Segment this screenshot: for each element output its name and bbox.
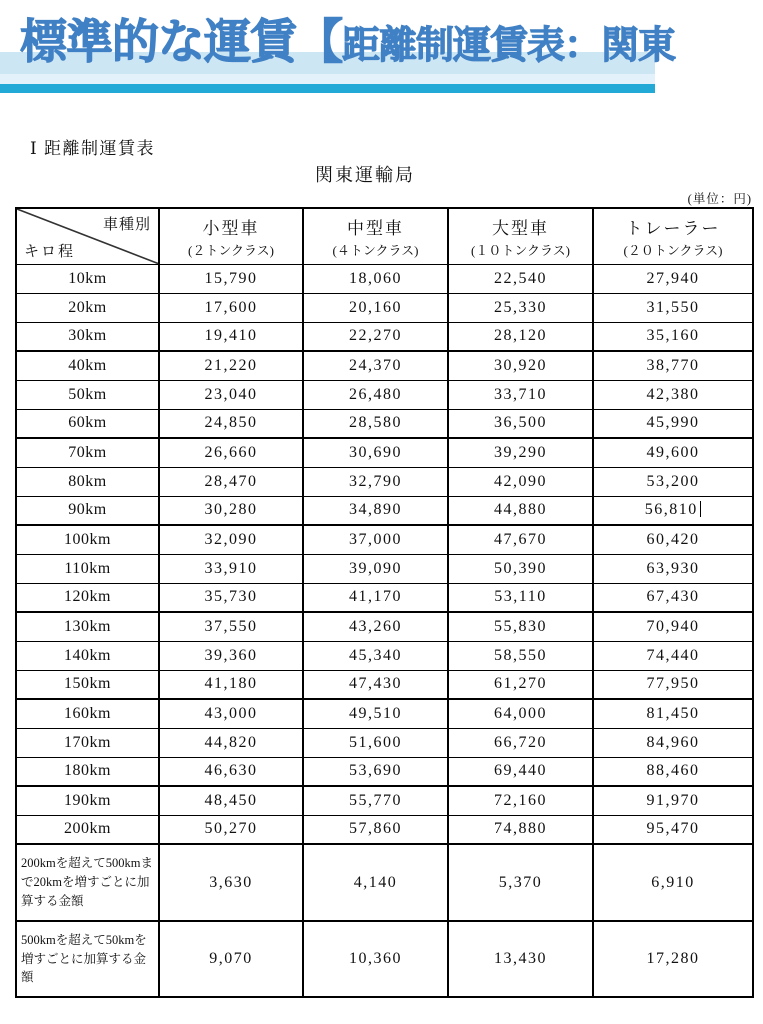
rate-value: 22,540 [448,264,593,293]
rate-value: 46,630 [159,757,303,786]
km-label: 70km [16,438,159,467]
rate-value: 32,090 [159,525,303,554]
km-label: 170km [16,728,159,757]
rate-value: 42,090 [448,467,593,496]
rate-value: 45,340 [303,641,448,670]
rate-value: 53,200 [593,467,753,496]
table-row [16,380,753,409]
table-row [16,554,753,583]
surcharge-label: 500kmを超えて50kmを増すごとに加算する金額 [16,921,159,997]
text-cursor [700,501,702,517]
km-label: 80km [16,467,159,496]
table-row [16,496,753,525]
rate-value: 48,450 [159,786,303,815]
rate-value: 77,950 [593,670,753,699]
table-row [16,670,753,699]
column-name: トレーラー [625,218,721,238]
km-label: 150km [16,670,159,699]
table-row [16,467,753,496]
table-row [16,786,753,815]
km-label: 90km [16,496,159,525]
column-class: (２トンクラス) [187,242,274,258]
page-title-sub: 距離制運賃表：関東 [342,25,676,67]
rate-value: 18,060 [303,264,448,293]
rate-value: 19,410 [159,322,303,351]
table-row [16,757,753,786]
rate-table [15,207,754,998]
rate-value: 72,160 [448,786,593,815]
rate-value: 22,270 [303,322,448,351]
surcharge-value: 9,070 [159,921,303,997]
rate-value: 15,790 [159,264,303,293]
table-row [16,409,753,438]
rate-value: 53,110 [448,583,593,612]
rate-value: 35,160 [593,322,753,351]
rate-value: 55,830 [448,612,593,641]
rate-value: 32,790 [303,467,448,496]
rate-value: 50,390 [448,554,593,583]
corner-header-cell [16,208,159,264]
column-header-trailer [593,208,753,264]
rate-value: 37,550 [159,612,303,641]
rate-value: 61,270 [448,670,593,699]
table-row [16,525,753,554]
km-label: 20km [16,293,159,322]
rate-value: 69,440 [448,757,593,786]
rate-value: 25,330 [448,293,593,322]
rate-value: 30,920 [448,351,593,380]
rate-value: 39,290 [448,438,593,467]
rate-value: 45,990 [593,409,753,438]
rate-value: 91,970 [593,786,753,815]
rate-value: 74,440 [593,641,753,670]
km-label: 110km [16,554,159,583]
km-label: 40km [16,351,159,380]
rate-value: 30,280 [159,496,303,525]
column-name: 大型車 [492,218,549,238]
column-class: (１０トンクラス) [470,242,570,258]
km-label: 180km [16,757,159,786]
rate-value: 50,270 [159,815,303,844]
page-title [20,10,675,79]
rate-value: 39,360 [159,641,303,670]
surcharge-value: 5,370 [448,844,593,921]
header-row [16,208,753,264]
rate-value: 95,470 [593,815,753,844]
rate-value: 28,470 [159,467,303,496]
rate-value: 58,550 [448,641,593,670]
rate-value: 26,660 [159,438,303,467]
rate-value: 51,600 [303,728,448,757]
surcharge-value: 13,430 [448,921,593,997]
rate-value: 27,940 [593,264,753,293]
rate-value: 33,910 [159,554,303,583]
rate-value: 23,040 [159,380,303,409]
page-title-main: 標準的な運賃【 [20,15,342,68]
table-row-surcharge [16,844,753,921]
column-class: (４トンクラス) [332,242,419,258]
table-title: 関東運輸局 [315,165,415,185]
rate-value: 28,580 [303,409,448,438]
km-label: 190km [16,786,159,815]
section-heading: Ⅰ 距離制運賃表 [30,139,155,158]
km-label: 130km [16,612,159,641]
table-row [16,699,753,728]
column-header-small-truck [159,208,303,264]
rate-value: 36,500 [448,409,593,438]
rate-value: 67,430 [593,583,753,612]
rate-value: 37,000 [303,525,448,554]
rate-value: 57,860 [303,815,448,844]
table-row [16,583,753,612]
km-label: 30km [16,322,159,351]
rate-value: 35,730 [159,583,303,612]
table-row [16,293,753,322]
km-label: 50km [16,380,159,409]
rate-value: 20,160 [303,293,448,322]
rate-value: 28,120 [448,322,593,351]
rate-value: 88,460 [593,757,753,786]
km-label: 60km [16,409,159,438]
rate-value: 39,090 [303,554,448,583]
banner-accent-bar [0,84,655,93]
rate-value: 38,770 [593,351,753,380]
rate-value: 42,380 [593,380,753,409]
rate-value: 70,940 [593,612,753,641]
rate-value: 34,890 [303,496,448,525]
rate-value: 43,000 [159,699,303,728]
rate-value: 24,850 [159,409,303,438]
rate-value: 33,710 [448,380,593,409]
rate-value: 55,770 [303,786,448,815]
rate-value: 47,430 [303,670,448,699]
rate-value: 44,820 [159,728,303,757]
table-row [16,728,753,757]
column-class: (２０トンクラス) [623,242,723,258]
rate-value: 81,450 [593,699,753,728]
rate-value: 21,220 [159,351,303,380]
rate-value: 41,170 [303,583,448,612]
km-label: 10km [16,264,159,293]
rate-value: 74,880 [448,815,593,844]
surcharge-value: 3,630 [159,844,303,921]
rate-value: 66,720 [448,728,593,757]
rate-value: 49,600 [593,438,753,467]
rate-value: 26,480 [303,380,448,409]
unit-note: (単位：円) [687,192,752,206]
column-name: 小型車 [202,218,260,238]
rate-value: 49,510 [303,699,448,728]
rate-value: 31,550 [593,293,753,322]
km-label: 120km [16,583,159,612]
column-header-medium-truck [303,208,448,264]
rate-value: 53,690 [303,757,448,786]
surcharge-value: 17,280 [593,921,753,997]
rate-value: 64,000 [448,699,593,728]
table-row [16,264,753,293]
table-row-surcharge [16,921,753,997]
corner-label-vehicle-type: 車種別 [102,217,151,233]
rate-table-body [16,264,753,997]
rate-value: 43,260 [303,612,448,641]
table-row [16,815,753,844]
column-header-large-truck [448,208,593,264]
column-name: 中型車 [347,218,404,238]
surcharge-value: 6,910 [593,844,753,921]
table-row [16,322,753,351]
km-label: 140km [16,641,159,670]
table-row [16,641,753,670]
rate-value: 41,180 [159,670,303,699]
rate-value: 47,670 [448,525,593,554]
rate-value: 60,420 [593,525,753,554]
surcharge-label: 200kmを超えて500kmまで20kmを増すごとに加算する金額 [16,844,159,921]
table-row [16,351,753,380]
rate-value: 24,370 [303,351,448,380]
km-label: 160km [16,699,159,728]
surcharge-value: 4,140 [303,844,448,921]
km-label: 100km [16,525,159,554]
rate-value: 56,810 [593,496,753,525]
rate-value: 30,690 [303,438,448,467]
surcharge-value: 10,360 [303,921,448,997]
rate-value: 84,960 [593,728,753,757]
rate-value: 63,930 [593,554,753,583]
corner-label-distance: キロ程 [24,243,76,260]
km-label: 200km [16,815,159,844]
rate-value: 44,880 [448,496,593,525]
rate-value: 17,600 [159,293,303,322]
table-row [16,612,753,641]
table-row [16,438,753,467]
